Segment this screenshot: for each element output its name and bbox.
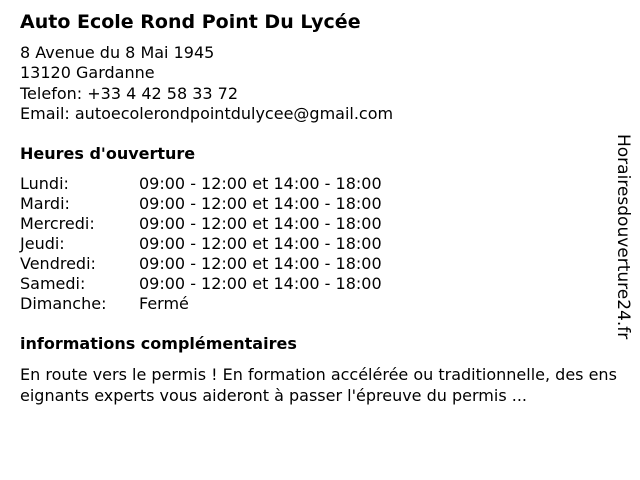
hours-row-sunday xyxy=(20,294,440,314)
day-label: Vendredi: xyxy=(20,254,96,273)
day-label: Lundi: xyxy=(20,174,69,193)
time-value: Fermé xyxy=(139,294,189,313)
address-city: 13120 Gardanne xyxy=(20,63,155,83)
additional-info-heading: informations complémentaires xyxy=(20,334,297,353)
additional-info-text: En route vers le permis ! En formation accélérée ou traditionnelle, des enseignants experts vous aideront à passer l'épreuve du permis ... xyxy=(20,365,617,405)
time-value: 09:00 - 12:00 et 14:00 - 18:00 xyxy=(139,234,382,253)
hours-row-friday xyxy=(20,254,440,274)
business-name: Auto Ecole Rond Point Du Lycée xyxy=(20,11,361,33)
phone-number: Telefon: +33 4 42 58 33 72 xyxy=(20,83,239,103)
opening-hours-table xyxy=(20,174,440,314)
email-address: Email: autoecolerondpointdulycee@gmail.com xyxy=(20,103,394,123)
hours-row-monday xyxy=(20,174,440,194)
day-label: Mardi: xyxy=(20,194,70,213)
site-watermark: Horairesdouverture24.fr xyxy=(613,134,633,340)
time-value: 09:00 - 12:00 et 14:00 - 18:00 xyxy=(139,254,382,273)
contact-info xyxy=(20,43,393,124)
time-value: 09:00 - 12:00 et 14:00 - 18:00 xyxy=(139,174,382,193)
time-value: 09:00 - 12:00 et 14:00 - 18:00 xyxy=(139,214,382,233)
day-label: Samedi: xyxy=(20,274,86,293)
hours-row-tuesday xyxy=(20,194,440,214)
opening-hours-heading: Heures d'ouverture xyxy=(20,144,196,163)
hours-row-wednesday xyxy=(20,214,440,234)
day-label: Jeudi: xyxy=(20,234,65,253)
time-value: 09:00 - 12:00 et 14:00 - 18:00 xyxy=(139,274,382,293)
day-label: Mercredi: xyxy=(20,214,95,233)
address-street: 8 Avenue du 8 Mai 1945 xyxy=(20,43,215,62)
hours-row-saturday xyxy=(20,274,440,294)
time-value: 09:00 - 12:00 et 14:00 - 18:00 xyxy=(139,194,382,213)
day-label: Dimanche: xyxy=(20,294,107,313)
hours-row-thursday xyxy=(20,234,440,254)
